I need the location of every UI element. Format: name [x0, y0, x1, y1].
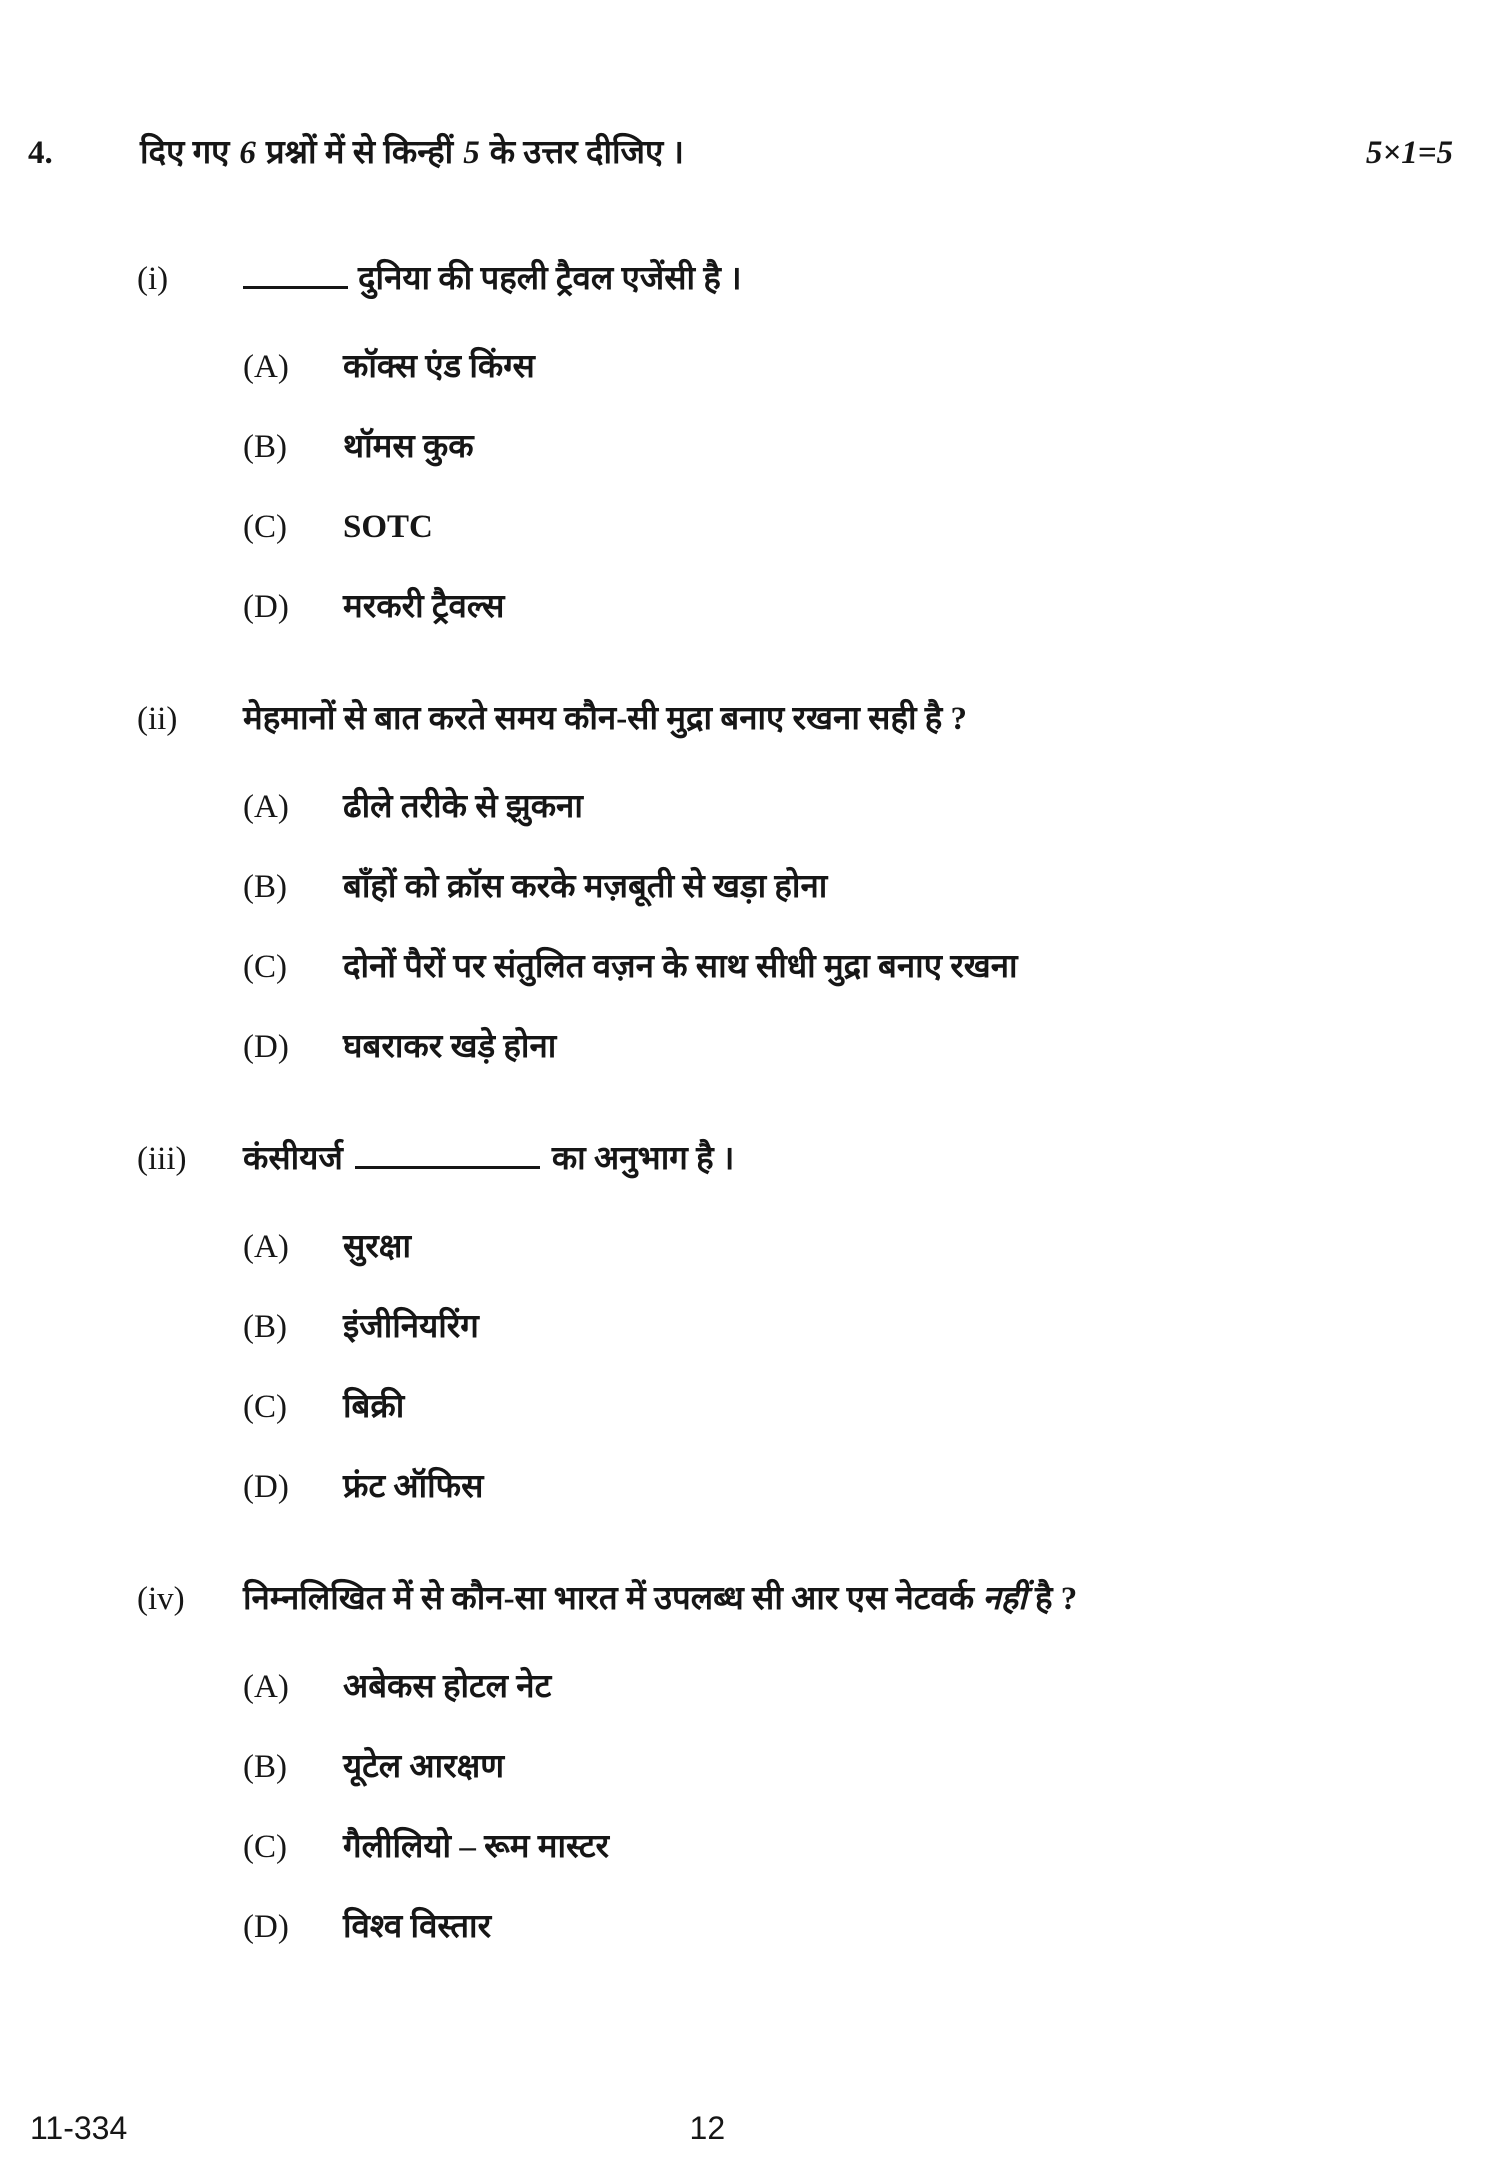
sub-question-ii-options [0, 784, 1505, 1070]
option-row [243, 1824, 1465, 1870]
question-heading-text [140, 130, 1366, 176]
exam-paper-page [0, 130, 1505, 2164]
option-label: (D) [243, 1469, 289, 1505]
option-label: (C) [243, 1389, 287, 1425]
sub-question-i-text [243, 256, 1465, 302]
option-text: दोनों पैरों पर संतुलित वज़न के साथ सीधी मुद्रा बनाए रखना [343, 949, 1018, 985]
option-label: (B) [243, 1309, 287, 1345]
sub-question-iv-text-part2: है ? [1034, 1581, 1078, 1617]
sub-question-iii-text-after-blank: का अनुभाग है । [551, 1141, 735, 1177]
sub-question-ii [0, 696, 1505, 1070]
heading-part3: के उत्तर दीजिए । [489, 135, 685, 171]
option-row [243, 1024, 1465, 1070]
option-label: (D) [243, 1029, 289, 1065]
sub-question-ii-line [137, 696, 1465, 742]
option-text: कॉक्स एंड किंग्स [343, 349, 535, 385]
option-row [243, 1384, 1465, 1430]
option-text: मरकरी ट्रैवल्स [343, 589, 505, 625]
sub-question-iv-emphasis: नहीं [982, 1581, 1027, 1617]
option-row [243, 504, 1465, 550]
option-text: बाँहों को क्रॉस करके मज़बूती से खड़ा होना [343, 869, 828, 905]
sub-question-i-line [137, 256, 1465, 302]
sub-question-iii-text-before-blank: कंसीयर्ज [243, 1141, 343, 1177]
question-heading [28, 130, 1455, 176]
option-row [243, 424, 1465, 470]
option-label: (B) [243, 869, 287, 905]
option-label: (C) [243, 1829, 287, 1865]
option-label: (C) [243, 509, 287, 545]
option-text: फ्रंट ऑफिस [343, 1469, 484, 1505]
question-number: 4. [28, 135, 53, 171]
option-row [243, 944, 1465, 990]
option-text: थॉमस कुक [343, 429, 474, 465]
option-row [243, 864, 1465, 910]
option-label: (A) [243, 1229, 289, 1265]
page-footer [0, 2108, 1505, 2148]
sub-question-i-options [0, 344, 1505, 630]
option-row [243, 1304, 1465, 1350]
sub-question-iii-line [137, 1136, 1465, 1182]
option-row [243, 344, 1465, 390]
sub-question-ii-label: (ii) [137, 701, 178, 737]
sub-question-iii-label: (iii) [137, 1141, 187, 1177]
option-row [243, 1744, 1465, 1790]
option-row [243, 584, 1465, 630]
heading-count-6: 6 [239, 135, 256, 171]
option-row [243, 1464, 1465, 1510]
sub-question-iv-label: (iv) [137, 1581, 185, 1617]
heading-count-5: 5 [463, 135, 480, 171]
option-label: (A) [243, 1669, 289, 1705]
blank-line [355, 1138, 540, 1169]
option-row [243, 1904, 1465, 1950]
option-text: बिक्री [343, 1389, 405, 1425]
sub-question-ii-text: मेहमानों से बात करते समय कौन-सी मुद्रा बनाए रखना सही है ? [243, 701, 968, 737]
option-text: गैलीलियो – रूम मास्टर [343, 1829, 609, 1865]
marks-label: 5×1=5 [1365, 135, 1453, 171]
sub-question-iv [0, 1576, 1505, 1950]
sub-question-i [0, 256, 1505, 630]
option-label: (B) [243, 429, 287, 465]
option-label: (A) [243, 349, 289, 385]
sub-question-i-label: (i) [137, 261, 169, 297]
option-text: SOTC [343, 509, 433, 545]
option-label: (D) [243, 1909, 289, 1945]
sub-question-iv-text-part1: निम्नलिखित में से कौन-सा भारत में उपलब्ध सी आर एस नेटवर्क [243, 1581, 975, 1617]
sub-question-iv-line [137, 1576, 1465, 1622]
option-label: (C) [243, 949, 287, 985]
option-text: विश्व विस्तार [343, 1909, 492, 1945]
sub-question-iv-text [243, 1576, 1465, 1622]
sub-question-iii-options [0, 1224, 1505, 1510]
blank-line [243, 258, 348, 289]
option-label: (B) [243, 1749, 287, 1785]
option-text: अबेकस होटल नेट [343, 1669, 552, 1705]
paper-code: 11-334 [30, 2110, 128, 2146]
sub-question-iii-text [243, 1136, 1465, 1182]
sub-question-iv-options [0, 1664, 1505, 1950]
option-row [243, 1224, 1465, 1270]
heading-part2: प्रश्नों में से किन्हीं [265, 135, 454, 171]
option-text: यूटेल आरक्षण [343, 1749, 505, 1785]
option-label: (D) [243, 589, 289, 625]
option-text: ढीले तरीके से झुकना [343, 789, 583, 825]
option-label: (A) [243, 789, 289, 825]
option-text: घबराकर खड़े होना [343, 1029, 557, 1065]
option-text: इंजीनियरिंग [343, 1309, 479, 1345]
sub-question-i-text-after-blank: दुनिया की पहली ट्रैवल एजेंसी है । [358, 261, 742, 297]
option-row [243, 1664, 1465, 1710]
page-number: 12 [689, 2110, 726, 2146]
option-text: सुरक्षा [343, 1229, 412, 1265]
sub-question-iii [0, 1136, 1505, 1510]
option-row [243, 784, 1465, 830]
heading-part1: दिए गए [140, 135, 230, 171]
